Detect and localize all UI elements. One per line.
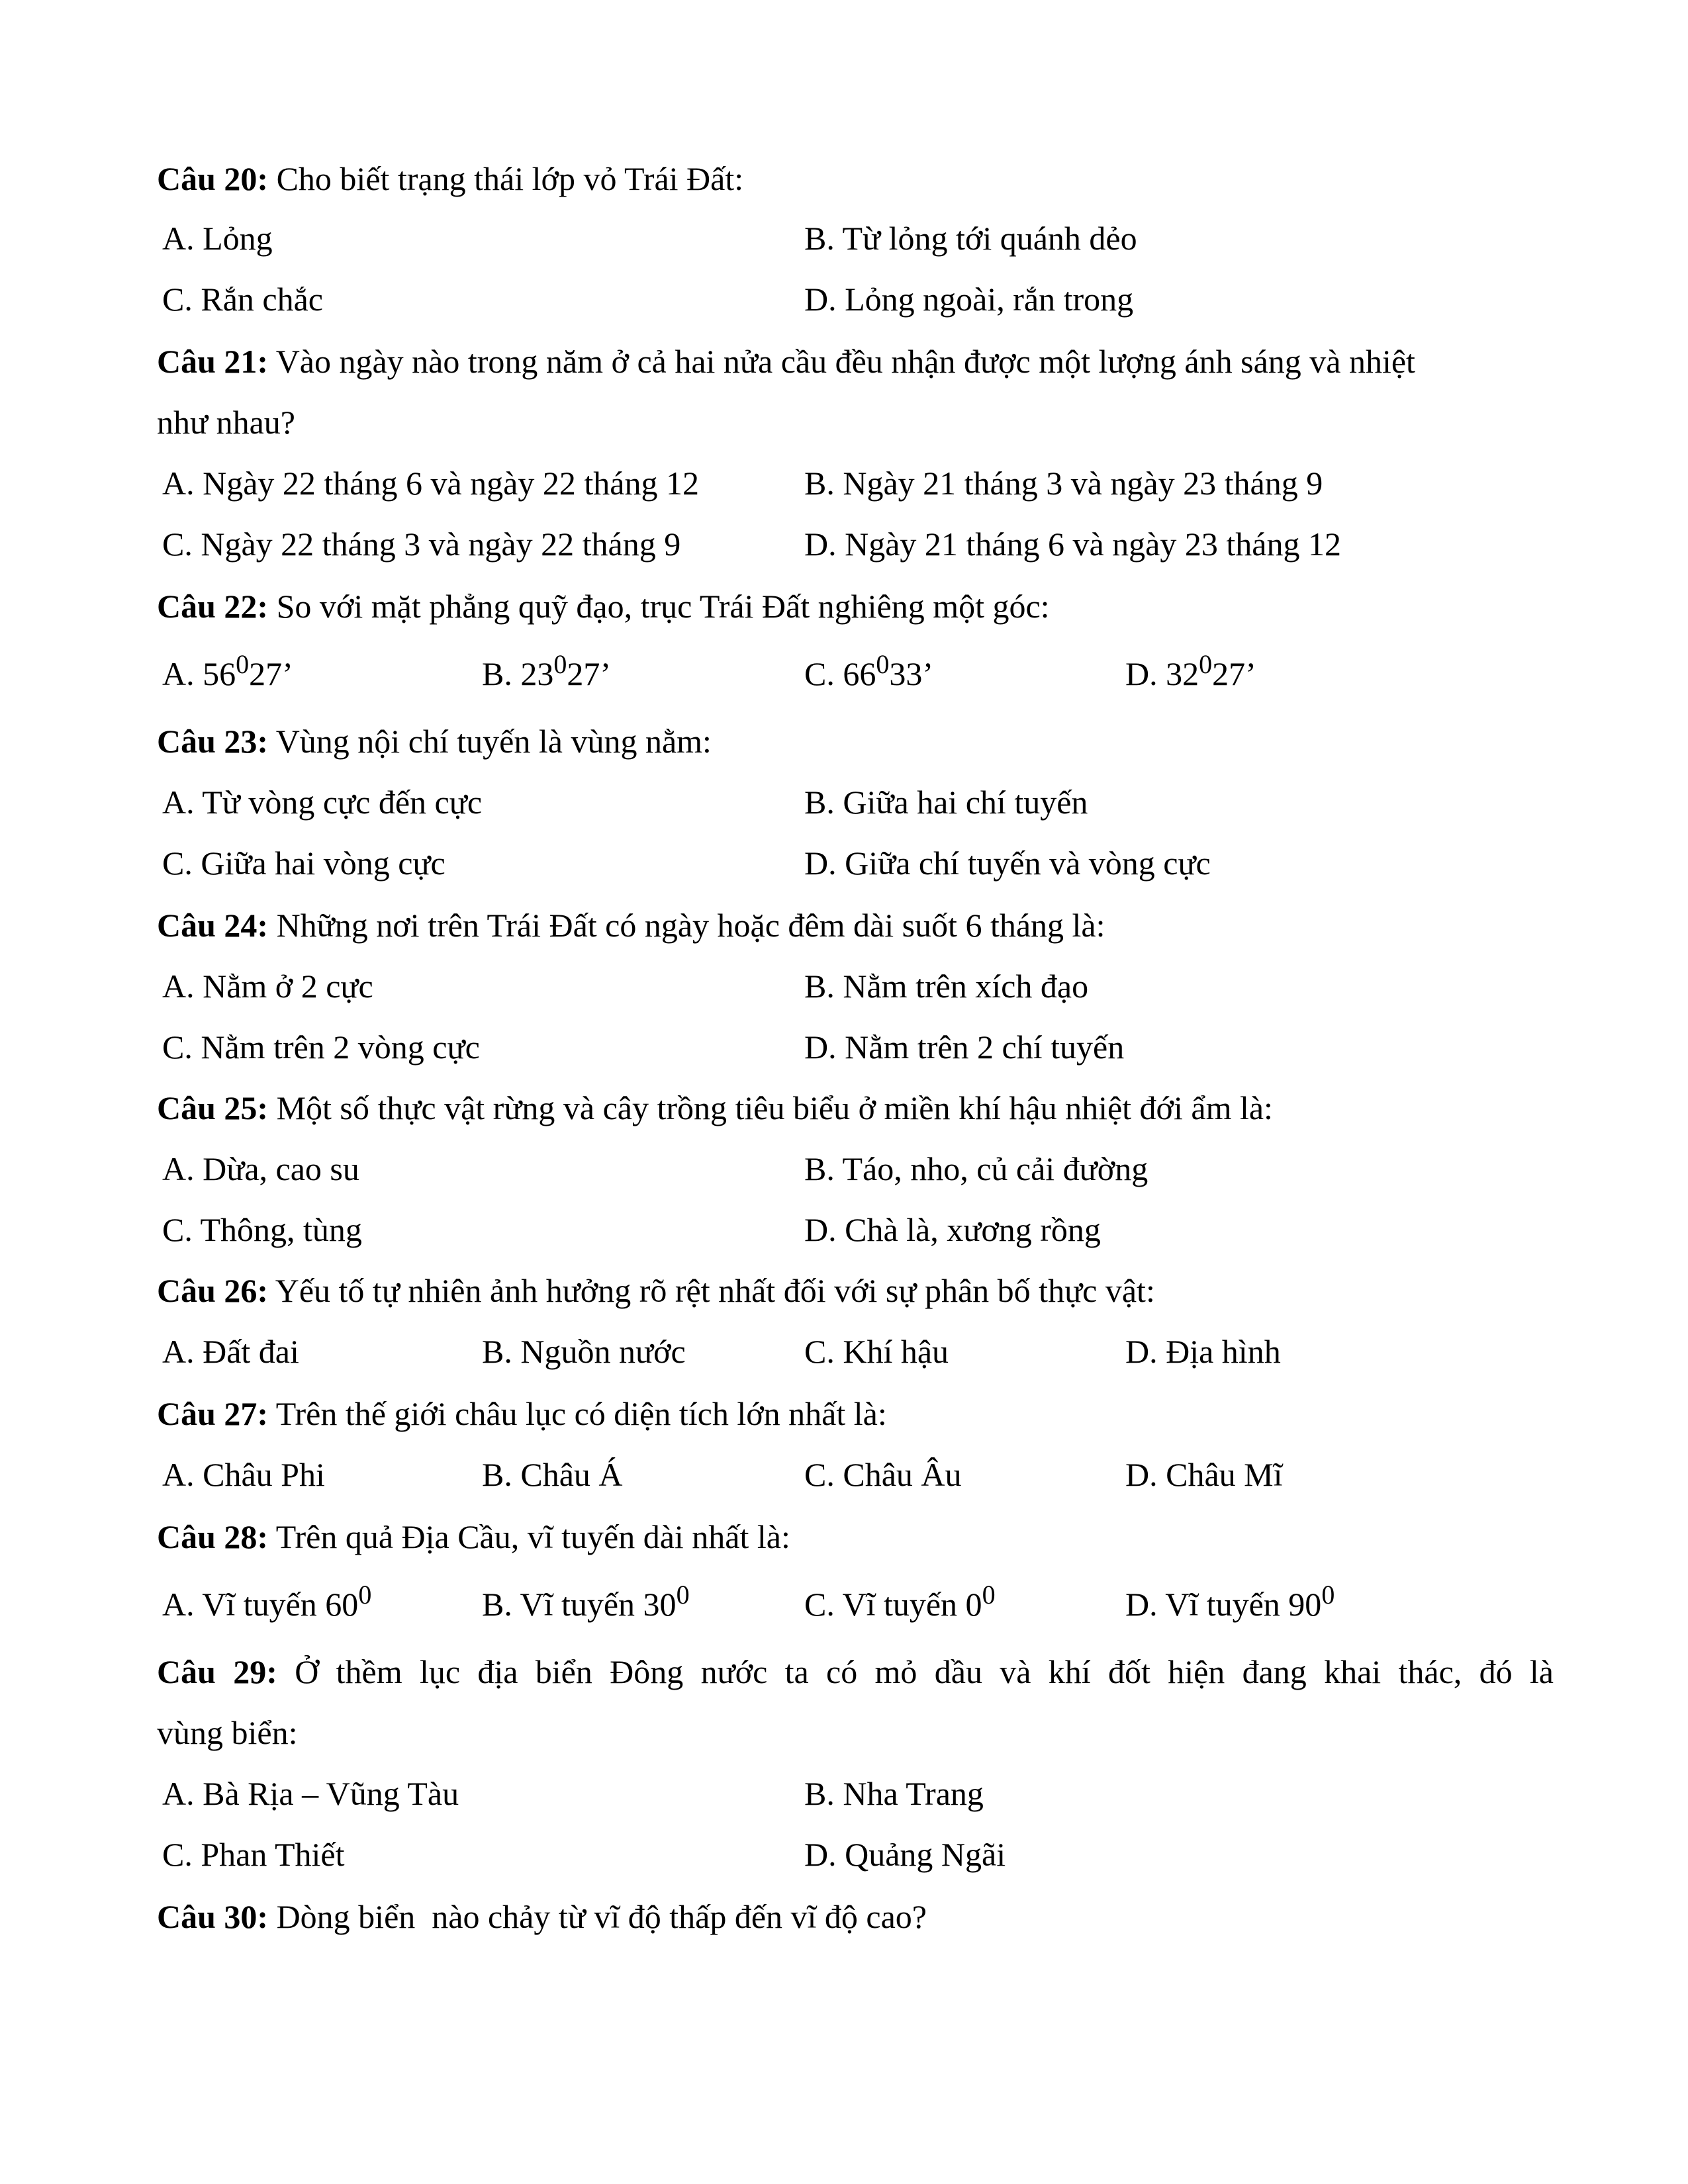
option-letter: A. (162, 465, 195, 502)
option-letter: D. (804, 1028, 837, 1066)
question-22 (157, 580, 1554, 633)
option-letter: A. (162, 220, 195, 257)
degree-superscript: 0 (553, 649, 567, 679)
option-letter: B. (482, 1456, 512, 1493)
option-c (162, 518, 680, 570)
question-text: Trên thế giới châu lục có diện tích lớn nhất là: (275, 1395, 887, 1432)
option-d (804, 1021, 1124, 1073)
option-b (482, 1325, 686, 1378)
option-text: Nằm ở 2 cực (203, 968, 373, 1005)
option-letter: B. (804, 784, 835, 821)
question-label: Câu 28: (157, 1518, 269, 1555)
option-letter: C. (804, 1456, 835, 1493)
option-text: Châu Á (520, 1456, 623, 1493)
option-text-suffix: 27’ (567, 655, 612, 692)
question-text: vùng biển: (157, 1714, 298, 1751)
question-text: Ở thềm lục địa biển Đông nước ta có mỏ dầu và khí đốt hiện đang khai thác, đó là (295, 1653, 1554, 1690)
option-text: Chà là, xương rồng (845, 1211, 1101, 1248)
option-text: Ngày 22 tháng 6 và ngày 22 tháng 12 (203, 465, 699, 502)
question-label: Câu 25: (157, 1089, 269, 1126)
question-30 (157, 1890, 1554, 1943)
option-text: Thông, tùng (200, 1211, 362, 1248)
option-c (804, 1578, 996, 1631)
options-row (0, 212, 1688, 265)
degree-superscript: 0 (676, 1580, 690, 1610)
option-letter: C. (162, 281, 193, 318)
options-row (0, 1578, 1688, 1631)
question-text: Một số thực vật rừng và cây trồng tiêu biểu ở miền khí hậu nhiệt đới ẩm là: (276, 1089, 1273, 1126)
option-text: Giữa chí tuyến và vòng cực (845, 844, 1211, 882)
question-text: như nhau? (157, 404, 295, 441)
option-b (804, 1142, 1148, 1195)
option-text: 56 (203, 655, 236, 692)
option-letter: A. (162, 968, 195, 1005)
option-letter: B. (804, 1150, 835, 1187)
option-letter: B. (804, 465, 835, 502)
option-c (804, 1325, 949, 1378)
option-text: 23 (520, 655, 554, 692)
option-letter: C. (162, 844, 193, 882)
question-23 (157, 715, 1554, 768)
option-d (1125, 1448, 1283, 1501)
option-text: Địa hình (1166, 1333, 1281, 1370)
options-row (0, 1767, 1688, 1820)
option-letter: A. (162, 1775, 195, 1812)
options-row (0, 518, 1688, 570)
option-text: Giữa hai vòng cực (201, 844, 445, 882)
option-letter: D. (804, 1836, 837, 1873)
options-row (0, 1021, 1688, 1073)
option-text-suffix: 27’ (249, 655, 293, 692)
degree-superscript: 0 (236, 649, 250, 679)
option-letter: D. (804, 525, 837, 563)
option-letter: A. (162, 1586, 195, 1623)
option-d (1125, 1578, 1335, 1631)
option-letter: A. (162, 1150, 195, 1187)
option-text: Đất đai (203, 1333, 299, 1370)
question-label: Câu 24: (157, 907, 269, 944)
options-row (0, 960, 1688, 1013)
option-text: Ngày 22 tháng 3 và ngày 22 tháng 9 (201, 525, 681, 563)
option-a (162, 457, 699, 510)
options-row (0, 647, 1688, 700)
option-text: Ngày 21 tháng 6 và ngày 23 tháng 12 (845, 525, 1341, 563)
option-text: Vĩ tuyến 30 (520, 1586, 677, 1623)
option-letter: D. (1125, 1586, 1158, 1623)
option-text: Lỏng (203, 220, 273, 257)
question-20 (157, 152, 1554, 205)
question-text: So với mặt phẳng quỹ đạo, trục Trái Đất nghiêng một góc: (276, 588, 1050, 625)
option-text: Bà Rịa – Vũng Tàu (203, 1775, 459, 1812)
option-c (162, 1828, 344, 1881)
options-row (0, 776, 1688, 829)
question-21 (157, 335, 1554, 388)
degree-superscript: 0 (358, 1580, 372, 1610)
option-text-suffix: 27’ (1212, 655, 1256, 692)
question-27 (157, 1387, 1554, 1440)
option-text: Ngày 21 tháng 3 và ngày 23 tháng 9 (843, 465, 1323, 502)
option-d (804, 837, 1211, 889)
options-row (0, 837, 1688, 889)
question-text: Vùng nội chí tuyến là vùng nằm: (275, 723, 712, 760)
option-c (162, 273, 323, 326)
question-label: Câu 29: (157, 1653, 277, 1690)
question-25 (157, 1081, 1554, 1134)
options-row (0, 1142, 1688, 1195)
option-a (162, 1142, 359, 1195)
option-c (804, 647, 933, 700)
option-d (804, 518, 1341, 570)
option-text: 32 (1166, 655, 1199, 692)
option-d (804, 273, 1133, 326)
degree-superscript: 0 (876, 649, 890, 679)
option-d (804, 1203, 1101, 1256)
option-letter: C. (162, 1211, 193, 1248)
option-a (162, 212, 273, 265)
option-text: Nằm trên xích đạo (843, 968, 1089, 1005)
option-text-suffix: 33’ (889, 655, 934, 692)
option-c (162, 837, 445, 889)
question-26 (157, 1264, 1554, 1317)
option-b (804, 457, 1323, 510)
options-row (0, 1325, 1688, 1378)
option-c (162, 1203, 362, 1256)
question-text-continued (157, 396, 1554, 449)
option-text: Từ vòng cực đến cực (202, 784, 483, 821)
option-letter: D. (1125, 655, 1158, 692)
option-letter: A. (162, 1333, 195, 1370)
option-letter: C. (162, 525, 193, 563)
option-letter: D. (1125, 1333, 1158, 1370)
options-row (0, 1448, 1688, 1501)
option-d (1125, 647, 1256, 700)
option-b (482, 1448, 623, 1501)
option-letter: A. (162, 655, 195, 692)
option-text: Phan Thiết (201, 1836, 345, 1873)
question-label: Câu 20: (157, 160, 269, 197)
question-text: Dòng biển nào chảy từ vĩ độ thấp đến vĩ độ cao? (276, 1898, 927, 1935)
option-a (162, 647, 293, 700)
option-a (162, 960, 373, 1013)
option-d (804, 1828, 1006, 1881)
option-b (804, 776, 1088, 829)
option-letter: C. (804, 1586, 835, 1623)
degree-superscript: 0 (1321, 1580, 1335, 1610)
option-text: Giữa hai chí tuyến (843, 784, 1088, 821)
option-a (162, 1767, 459, 1820)
option-letter: D. (804, 1211, 837, 1248)
question-label: Câu 21: (157, 343, 269, 380)
option-d (1125, 1325, 1281, 1378)
option-a (162, 1578, 371, 1631)
question-text: Yếu tố tự nhiên ảnh hưởng rõ rệt nhất đối với sự phân bố thực vật: (275, 1272, 1155, 1309)
option-letter: A. (162, 784, 195, 821)
option-a (162, 776, 482, 829)
option-letter: C. (804, 1333, 835, 1370)
option-text: Khí hậu (843, 1333, 949, 1370)
options-row (0, 1203, 1688, 1256)
option-letter: B. (482, 1586, 512, 1623)
question-text: Những nơi trên Trái Đất có ngày hoặc đêm dài suốt 6 tháng là: (276, 907, 1105, 944)
option-b (804, 1767, 984, 1820)
question-label: Câu 27: (157, 1395, 269, 1432)
option-text: Châu Phi (203, 1456, 325, 1493)
option-text: Quảng Ngãi (845, 1836, 1006, 1873)
question-24 (157, 899, 1554, 952)
option-text: Nằm trên 2 chí tuyến (845, 1028, 1125, 1066)
options-row (0, 273, 1688, 326)
option-text: Vĩ tuyến 60 (202, 1586, 359, 1623)
option-b (804, 960, 1088, 1013)
option-letter: B. (804, 1775, 835, 1812)
option-letter: B. (804, 968, 835, 1005)
question-text: Vào ngày nào trong năm ở cả hai nửa cầu đều nhận được một lượng ánh sáng và nhiệt (275, 343, 1415, 380)
option-text: Nha Trang (843, 1775, 984, 1812)
option-letter: B. (482, 1333, 512, 1370)
option-text: Rắn chắc (201, 281, 323, 318)
option-text: Vĩ tuyến 0 (842, 1586, 982, 1623)
option-letter: D. (804, 844, 837, 882)
option-text: Vĩ tuyến 90 (1165, 1586, 1322, 1623)
question-28 (157, 1510, 1554, 1563)
option-text: Châu Mĩ (1166, 1456, 1283, 1493)
options-row (0, 457, 1688, 510)
option-text: Nằm trên 2 vòng cực (201, 1028, 480, 1066)
question-text: Cho biết trạng thái lớp vỏ Trái Đất: (276, 160, 744, 197)
option-text: 66 (843, 655, 876, 692)
option-letter: B. (804, 220, 835, 257)
question-text-continued (157, 1706, 1554, 1759)
question-label: Câu 22: (157, 588, 269, 625)
question-label: Câu 30: (157, 1898, 269, 1935)
option-text: Lỏng ngoài, rắn trong (845, 281, 1134, 318)
option-letter: B. (482, 655, 512, 692)
option-b (482, 1578, 690, 1631)
option-text: Từ lỏng tới quánh dẻo (842, 220, 1137, 257)
option-text: Táo, nho, củ cải đường (842, 1150, 1149, 1187)
option-letter: A. (162, 1456, 195, 1493)
options-row (0, 1828, 1688, 1881)
question-label: Câu 23: (157, 723, 269, 760)
option-c (162, 1021, 480, 1073)
option-text: Dừa, cao su (203, 1150, 359, 1187)
question-29 (157, 1645, 1554, 1698)
option-a (162, 1448, 325, 1501)
option-b (804, 212, 1137, 265)
option-text: Châu Âu (843, 1456, 962, 1493)
question-label: Câu 26: (157, 1272, 269, 1309)
option-letter: C. (162, 1836, 193, 1873)
question-text: Trên quả Địa Cầu, vĩ tuyến dài nhất là: (275, 1518, 790, 1555)
option-letter: C. (804, 655, 835, 692)
option-letter: C. (162, 1028, 193, 1066)
option-letter: D. (804, 281, 837, 318)
degree-superscript: 0 (982, 1580, 996, 1610)
option-text: Nguồn nước (520, 1333, 686, 1370)
option-c (804, 1448, 962, 1501)
option-letter: D. (1125, 1456, 1158, 1493)
degree-superscript: 0 (1199, 649, 1213, 679)
option-b (482, 647, 611, 700)
option-a (162, 1325, 299, 1378)
